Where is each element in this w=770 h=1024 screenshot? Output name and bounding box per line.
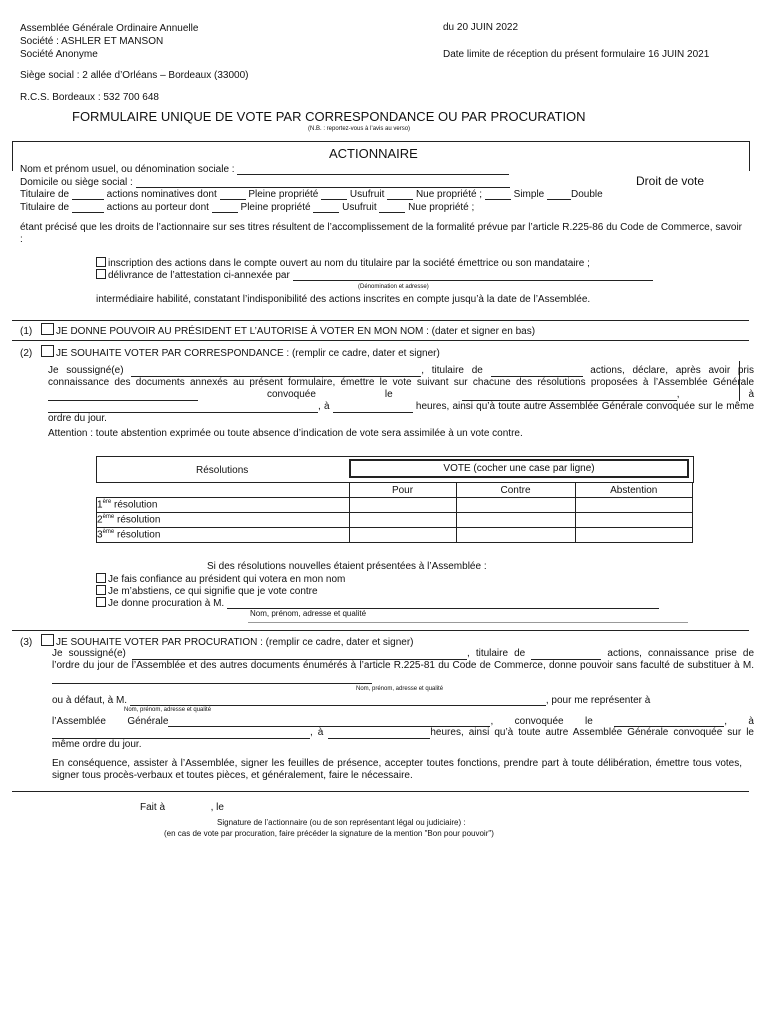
abstain-label: Je m’abstiens, ce qui signifie que je vote contre xyxy=(108,586,318,597)
proxy-holder-note: Nom, prénom, adresse et qualité xyxy=(356,686,444,692)
simple-vote-label: Simple xyxy=(513,189,545,200)
proxy-underline xyxy=(248,622,688,623)
same-agenda-text: heures, ainsi qu’à toute autre Assemblée Générale convoquée sur le même ordre du jour. xyxy=(52,727,754,750)
meeting-place-field[interactable] xyxy=(48,403,318,413)
comma-label: , xyxy=(490,716,494,727)
bare-ownership-field[interactable] xyxy=(379,203,405,213)
registered-shares-line xyxy=(20,189,603,200)
meeting-date-field[interactable] xyxy=(462,391,677,401)
certificate-checkbox[interactable] xyxy=(96,269,106,279)
resolution-label: 3ème résolution xyxy=(97,528,350,543)
mail-vote-checkbox[interactable] xyxy=(41,345,54,357)
full-ownership-label: Pleine propriété xyxy=(240,202,311,213)
alternate-label: ou à défaut, à M. xyxy=(52,695,128,706)
resolution-label: 2ème résolution xyxy=(97,513,350,528)
president-proxy-checkbox[interactable] xyxy=(41,323,54,335)
signature-label: Signature de l’actionnaire (ou de son représentant légal ou judiciaire) : xyxy=(217,818,466,827)
meeting-time-field[interactable] xyxy=(333,403,413,413)
registered-shares-label: actions nominatives dont xyxy=(106,189,217,200)
abstain-checkbox[interactable] xyxy=(96,585,106,595)
section3-label: JE SOUHAITE VOTER PAR PROCURATION : (remplir ce cadre, dater et signer) xyxy=(56,637,414,648)
meeting-place-field[interactable] xyxy=(52,729,310,739)
choice-trust-president xyxy=(96,573,345,585)
proxy-name-note: Nom, prénom, adresse et qualité xyxy=(250,609,367,618)
box-right-border xyxy=(749,141,750,171)
intermediary-field[interactable] xyxy=(293,271,653,281)
proxy-vote-checkbox[interactable] xyxy=(41,634,54,646)
double-vote-field[interactable] xyxy=(547,190,571,200)
section2-line xyxy=(20,345,440,359)
name-field[interactable] xyxy=(237,165,509,175)
vote-header xyxy=(349,459,689,478)
meeting-type-field[interactable] xyxy=(168,717,490,727)
meeting-type-field[interactable] xyxy=(48,391,198,401)
full-ownership-label: Pleine propriété xyxy=(248,189,319,200)
full-ownership-field[interactable] xyxy=(212,203,238,213)
name-line xyxy=(20,164,509,175)
contre-cell[interactable] xyxy=(456,498,575,513)
proxy-declaration-1 xyxy=(52,648,754,684)
alternate-proxy-line xyxy=(52,695,650,706)
shares-count-field[interactable] xyxy=(491,367,583,377)
undersigned-label: Je soussigné(e) xyxy=(52,648,126,659)
option-account-registration xyxy=(96,257,590,269)
pour-cell[interactable] xyxy=(349,513,456,528)
consequence-text: En conséquence, assister à l’Assemblée, signer les feuilles de présence, accepter toutes fonctions, prendre part à toute délibération, émettre tous votes, signer tous procès-verbaux et toutes pièces, et généralement, faire le nécessaire. xyxy=(52,758,742,781)
assembly-header xyxy=(20,22,198,61)
bearer-shares-line xyxy=(20,202,474,213)
comma-a-label-2: , à xyxy=(318,401,330,412)
registered-shares-count[interactable] xyxy=(72,190,104,200)
place-field[interactable] xyxy=(168,804,208,813)
company-form: Société Anonyme xyxy=(20,49,98,60)
account-registration-checkbox[interactable] xyxy=(96,257,106,267)
account-registration-label: inscription des actions dans le compte ouvert au nom du titulaire par la société émettrice ou son mandataire ; xyxy=(108,258,590,269)
abstention-warning: Attention : toute abstention exprimée ou toute absence d’indication de vote sera assimilée à un vote contre. xyxy=(48,428,523,439)
abstention-header: Abstention xyxy=(575,483,693,498)
a-label: à xyxy=(748,716,754,727)
alternate-proxy-note: Nom, prénom, adresse et qualité xyxy=(124,707,212,713)
date-le-label: le xyxy=(384,389,393,400)
intermediary-statement: intermédiaire habilité, constatant l’indisponibilité des actions inscrites en compte jusqu’à la date de l’Assemblée. xyxy=(96,294,591,305)
empty-cell xyxy=(97,483,350,498)
table-top-border xyxy=(96,456,693,457)
convened-label: convoquée xyxy=(514,716,564,727)
trust-president-label: Je fais confiance au président qui votera en mon nom xyxy=(108,574,346,585)
holder-of-label: , titulaire de xyxy=(466,648,526,659)
declaration-text: actions, déclare, après avoir pris connaissance des documents annexés au présent formulaire, émettre le vote suivant sur chacune des résolutions proposées à l’Assemblée Générale xyxy=(48,365,754,388)
resolutions-table xyxy=(96,482,693,543)
box-left-border xyxy=(12,141,13,171)
usufruct-label: Usufruit xyxy=(349,189,385,200)
domicile-field[interactable] xyxy=(136,178,510,188)
usufruct-field[interactable] xyxy=(313,203,339,213)
represent-label: , pour me représenter à xyxy=(545,695,651,706)
choice-proxy xyxy=(96,597,659,609)
section1-top-border xyxy=(12,320,749,321)
meeting-time-field[interactable] xyxy=(328,729,430,739)
assembly-type: Assemblée Générale Ordinaire Annuelle xyxy=(20,23,199,34)
registered-office: Siège social : 2 allée d’Orléans – Bordeaux (33000) xyxy=(20,70,249,81)
resolutions-header: Résolutions xyxy=(196,465,249,476)
rcs-number: R.C.S. Bordeaux : 532 700 648 xyxy=(20,92,159,103)
proxy-label: Je donne procuration à M. xyxy=(108,598,225,609)
bare-ownership-field[interactable] xyxy=(387,190,413,200)
pour-cell[interactable] xyxy=(349,498,456,513)
comma-a-label: , à xyxy=(676,389,755,400)
abstention-cell[interactable] xyxy=(575,498,693,513)
deadline-text: Date limite de réception du présent formulaire 16 JUIN 2021 xyxy=(443,49,710,60)
table-row xyxy=(97,513,693,528)
contre-cell[interactable] xyxy=(456,513,575,528)
signature-mention: (en cas de vote par procuration, faire précéder la signature de la mention "Bon pour pouvoir") xyxy=(164,829,494,838)
abstention-cell[interactable] xyxy=(575,513,693,528)
same-agenda-text: heures, ainsi qu’à toute autre Assemblée Générale convoquée sur le même ordre du jour. xyxy=(48,401,755,424)
company-name: Société : ASHLER ET MANSON xyxy=(20,36,164,47)
pour-header: Pour xyxy=(349,483,456,498)
full-ownership-field[interactable] xyxy=(220,190,246,200)
vote-header-label: VOTE (cocher une case par ligne) xyxy=(443,463,595,474)
comma-label-2: , xyxy=(724,716,727,727)
bare-ownership-label: Nue propriété ; xyxy=(415,189,483,200)
section1-line xyxy=(20,323,535,337)
rights-statement: étant précisé que les droits de l’actionnaire sur ses titres résultent de l’accomplissement de la formalité prévue par l’article R.225-86 du Code de Commerce, savoir : xyxy=(20,222,742,245)
fait-label: Fait à xyxy=(140,802,166,813)
undersigned-field[interactable] xyxy=(131,367,421,377)
undersigned-field[interactable] xyxy=(132,650,467,660)
table-row xyxy=(97,498,693,513)
general-label: Générale xyxy=(127,716,169,727)
section1-bottom-border xyxy=(12,340,749,341)
proxy-checkbox[interactable] xyxy=(96,597,106,607)
simple-vote-field[interactable] xyxy=(485,190,511,200)
date-label: , le xyxy=(210,802,224,813)
comma-a-label: , à xyxy=(310,727,324,738)
holder-of-label: , titulaire de xyxy=(421,365,483,376)
vote-columns-row xyxy=(97,483,693,498)
meeting-place-line xyxy=(52,727,754,751)
bare-ownership-label: Nue propriété ; xyxy=(408,202,475,213)
shares-count-field[interactable] xyxy=(531,650,601,660)
box-top-border xyxy=(12,141,749,142)
name-label: Nom et prénom usuel, ou dénomination sociale : xyxy=(20,164,235,175)
usufruct-label: Usufruit xyxy=(342,202,377,213)
intermediary-note: (Dénomination et adresse) xyxy=(358,284,429,290)
holder-label: Titulaire de xyxy=(20,202,70,213)
table-row xyxy=(97,528,693,543)
contre-header: Contre xyxy=(456,483,575,498)
voting-right-label: Droit de vote xyxy=(636,174,705,188)
assembly-label: l’Assemblée xyxy=(52,716,106,727)
trust-president-checkbox[interactable] xyxy=(96,573,106,583)
pour-cell[interactable] xyxy=(349,528,456,543)
undersigned-label: Je soussigné(e) xyxy=(48,365,124,376)
form-title: FORMULAIRE UNIQUE DE VOTE PAR CORRESPONDANCE OU PAR PROCURATION xyxy=(72,109,586,124)
bearer-shares-label: actions au porteur dont xyxy=(106,202,209,213)
holder-label: Titulaire de xyxy=(20,189,70,200)
domicile-label: Domicile ou siège social : xyxy=(20,177,133,188)
shares-label: actions, xyxy=(607,648,642,659)
proxy-holder-field[interactable] xyxy=(52,674,372,684)
agenda-text: connaissance prise de l’ordre du jour de l’Assemblée et des autres documents énumérés à l’article R.225-81 du Code de Commerce, donne pouvoir sans faculté de substituer à M. xyxy=(52,648,755,671)
section1-number: (1) xyxy=(20,326,33,337)
bearer-shares-count[interactable] xyxy=(72,203,104,213)
proxy-name-field[interactable] xyxy=(227,599,659,609)
alternate-proxy-field[interactable] xyxy=(130,696,546,706)
section3-top-border xyxy=(12,630,749,631)
meeting-date-field[interactable] xyxy=(614,717,724,727)
section2-label: JE SOUHAITE VOTER PAR CORRESPONDANCE : (remplir ce cadre, dater et signer) xyxy=(56,348,440,359)
actionnaire-heading: ACTIONNAIRE xyxy=(329,146,418,161)
contre-cell[interactable] xyxy=(456,528,575,543)
place-line xyxy=(140,802,224,813)
section3-number: (3) xyxy=(20,637,33,648)
convened-label: convoquée xyxy=(266,389,316,400)
section3-line xyxy=(20,634,414,648)
double-vote-label: Double xyxy=(571,189,603,200)
section3-bottom-border xyxy=(12,791,749,792)
section2-number: (2) xyxy=(20,348,33,359)
choice-abstain xyxy=(96,585,318,597)
option-certificate xyxy=(96,269,653,281)
domicile-line xyxy=(20,177,510,188)
mail-vote-declaration xyxy=(48,365,754,425)
table-left-border xyxy=(96,456,97,483)
certificate-label: délivrance de l’attestation ci-annexée par xyxy=(108,270,290,281)
resolution-label: 1ère résolution xyxy=(97,498,350,513)
section1-label: JE DONNE POUVOIR AU PRÉSIDENT ET L’AUTORISE À VOTER EN MON NOM : (dater et signer en bas) xyxy=(56,326,536,337)
title-note: (N.B. : reportez-vous à l’avis au verso) xyxy=(308,126,411,132)
meeting-line xyxy=(52,716,754,727)
new-resolutions-text: Si des résolutions nouvelles étaient présentées à l’Assemblée : xyxy=(207,561,487,572)
usufruct-field[interactable] xyxy=(321,190,347,200)
date-le-label: le xyxy=(585,716,593,727)
meeting-date: du 20 JUIN 2022 xyxy=(443,22,519,33)
abstention-cell[interactable] xyxy=(575,528,693,543)
table-right-border xyxy=(693,456,694,483)
